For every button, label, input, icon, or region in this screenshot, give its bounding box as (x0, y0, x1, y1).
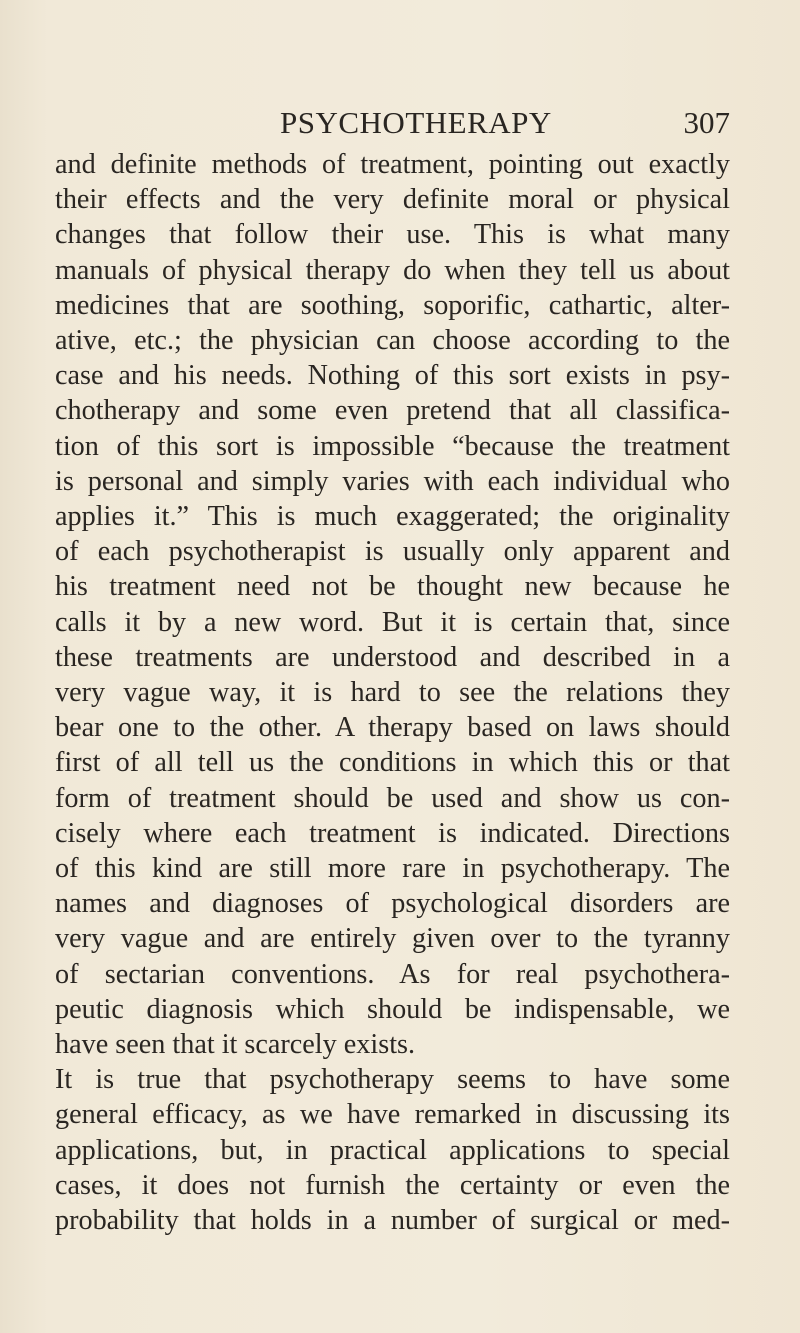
text-line: of this kind are still more rare in psychotherapy. The (55, 853, 730, 885)
page-number: 307 (683, 105, 730, 140)
text-line: general efficacy, as we have remarked in discussing its (55, 1099, 730, 1131)
text-line: first of all tell us the conditions in which this or that (55, 747, 730, 779)
text-line: of each psychotherapist is usually only apparent and (55, 536, 730, 568)
text-line: tion of this sort is impossible “because the treatment (55, 430, 730, 462)
text-line: peutic diagnosis which should be indispensable, we (55, 993, 730, 1025)
text-line: these treatments are understood and described in a (55, 641, 730, 673)
text-line: very vague and are entirely given over to the tyranny (55, 923, 730, 955)
text-line: applies it.” This is much exaggerated; the originality (55, 501, 730, 533)
text-line: manuals of physical therapy do when they tell us about (55, 254, 730, 286)
running-head: PSYCHOTHERAPY (280, 105, 552, 140)
text-line: very vague way, it is hard to see the relations they (55, 677, 730, 709)
text-line: chotherapy and some even pretend that all classifica- (55, 395, 730, 427)
text-line: applications, but, in practical applications to special (55, 1134, 730, 1166)
text-line: cases, it does not furnish the certainty or even the (55, 1169, 730, 1201)
text-line: of sectarian conventions. As for real psychothera- (55, 958, 730, 990)
text-line: bear one to the other. A therapy based on laws should (55, 712, 730, 744)
text-line: probability that holds in a number of surgical or med- (55, 1205, 730, 1237)
text-line: medicines that are soothing, soporific, cathartic, alter- (55, 289, 730, 321)
text-line: their effects and the very definite moral or physical (55, 184, 730, 216)
body-text (55, 147, 730, 1238)
text-line: is personal and simply varies with each individual who (55, 465, 730, 497)
text-line: ative, etc.; the physician can choose according to the (55, 325, 730, 357)
text-line: his treatment need not be thought new because he (55, 571, 730, 603)
text-line: cisely where each treatment is indicated. Directions (55, 817, 730, 849)
text-line: changes that follow their use. This is what many (55, 219, 730, 251)
text-line: It is true that psychotherapy seems to have some (55, 1064, 730, 1096)
text-line: calls it by a new word. But it is certain that, since (55, 606, 730, 638)
text-line: form of treatment should be used and show us con- (55, 782, 730, 814)
text-line: names and diagnoses of psychological disorders are (55, 888, 730, 920)
page-header (280, 103, 730, 143)
text-line: have seen that it scarcely exists. (55, 1029, 416, 1061)
text-line: case and his needs. Nothing of this sort exists in psy- (55, 360, 730, 392)
text-line: and definite methods of treatment, pointing out exactly (55, 149, 730, 180)
